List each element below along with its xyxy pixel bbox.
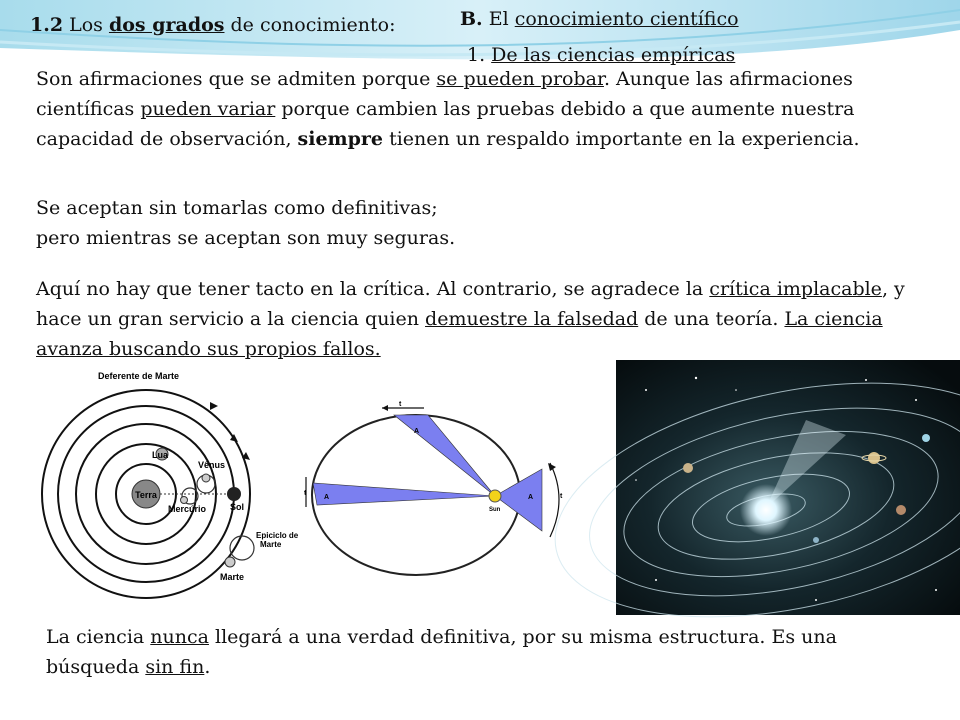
- p1-bold: siempre: [297, 128, 384, 150]
- title-post: de conocimiento:: [224, 14, 396, 36]
- paragraph-2: [36, 193, 596, 253]
- label-mercurio: Mercúrio: [168, 504, 207, 514]
- paragraph-1: [36, 64, 916, 154]
- p4-text-c: .: [204, 656, 211, 678]
- slide-title: [30, 14, 396, 36]
- p1-underline-1: se pueden probar: [436, 68, 604, 90]
- section-pre: El: [482, 8, 515, 30]
- p3-underline-1: crítica implacable: [709, 278, 882, 300]
- title-pre: Los: [63, 14, 109, 36]
- p3-underline-2: demuestre la falsedad: [425, 308, 639, 330]
- p2-line-2: pero mientras se aceptan son muy seguras.: [36, 227, 456, 249]
- section-name: conocimiento científico: [514, 8, 739, 30]
- label-time-top: t: [399, 401, 402, 408]
- label-area-right: A: [528, 494, 534, 501]
- subsection-title: [467, 44, 735, 66]
- subsection-number: 1.: [467, 44, 492, 66]
- label-deferente: Deferente de Marte: [98, 371, 180, 381]
- label-epiciclo: Epiciclo de: [256, 531, 299, 540]
- p3-underline-3: La ciencia avanza buscando sus propios fallos.: [36, 308, 883, 360]
- p4-text-a: La ciencia: [46, 626, 151, 648]
- solar-system-image: [616, 360, 960, 615]
- label-venus: Vênus: [198, 460, 226, 470]
- p3-text-a: Aquí no hay que tener tacto en la crítica. Al contrario, se agradece la: [36, 278, 710, 300]
- p2-line-1: Se aceptan sin tomarlas como definitivas;: [36, 197, 438, 219]
- p1-underline-2: pueden variar: [140, 98, 276, 120]
- kepler-ellipse-diagram: [296, 395, 568, 585]
- title-emphasis: dos grados: [108, 14, 225, 36]
- p1-text-d: tienen un respaldo importante en la experiencia.: [383, 128, 860, 150]
- geocentric-diagram: [34, 366, 299, 596]
- title-number: 1.2: [30, 14, 64, 36]
- section-letter: B.: [460, 8, 483, 30]
- label-sol: Sol: [230, 502, 245, 512]
- p4-underline-1: nunca: [150, 626, 209, 648]
- p3-text-c: de una teoría.: [638, 308, 785, 330]
- label-time-left: t: [304, 490, 307, 497]
- label-sun: Sun: [489, 507, 501, 513]
- p4-underline-2: sin fin: [145, 656, 205, 678]
- subsection-name: De las ciencias empíricas: [491, 44, 736, 66]
- p1-text-c: porque cambien las pruebas debido a que aumente nuestra capacidad de observación,: [36, 98, 855, 150]
- p1-text-a: Son afirmaciones que se admiten porque: [36, 68, 437, 90]
- paragraph-3: [36, 274, 936, 364]
- p3-text-b: , y hace un gran servicio a la ciencia quien: [36, 278, 905, 330]
- paragraph-4: [46, 622, 936, 682]
- label-area-left: A: [324, 494, 330, 501]
- label-area-top: A: [414, 428, 420, 435]
- p1-text-b: . Aunque las afirmaciones científicas: [36, 68, 853, 120]
- p4-text-b: llegará a una verdad definitiva, por su misma estructura. Es una búsqueda: [46, 626, 837, 678]
- label-terra: Terra: [135, 490, 157, 500]
- label-time-right: t: [560, 493, 563, 500]
- label-lua: Lua: [152, 450, 169, 460]
- label-epiciclo-marte: Marte: [260, 540, 282, 549]
- label-marte: Marte: [220, 572, 245, 582]
- section-title: [460, 8, 739, 30]
